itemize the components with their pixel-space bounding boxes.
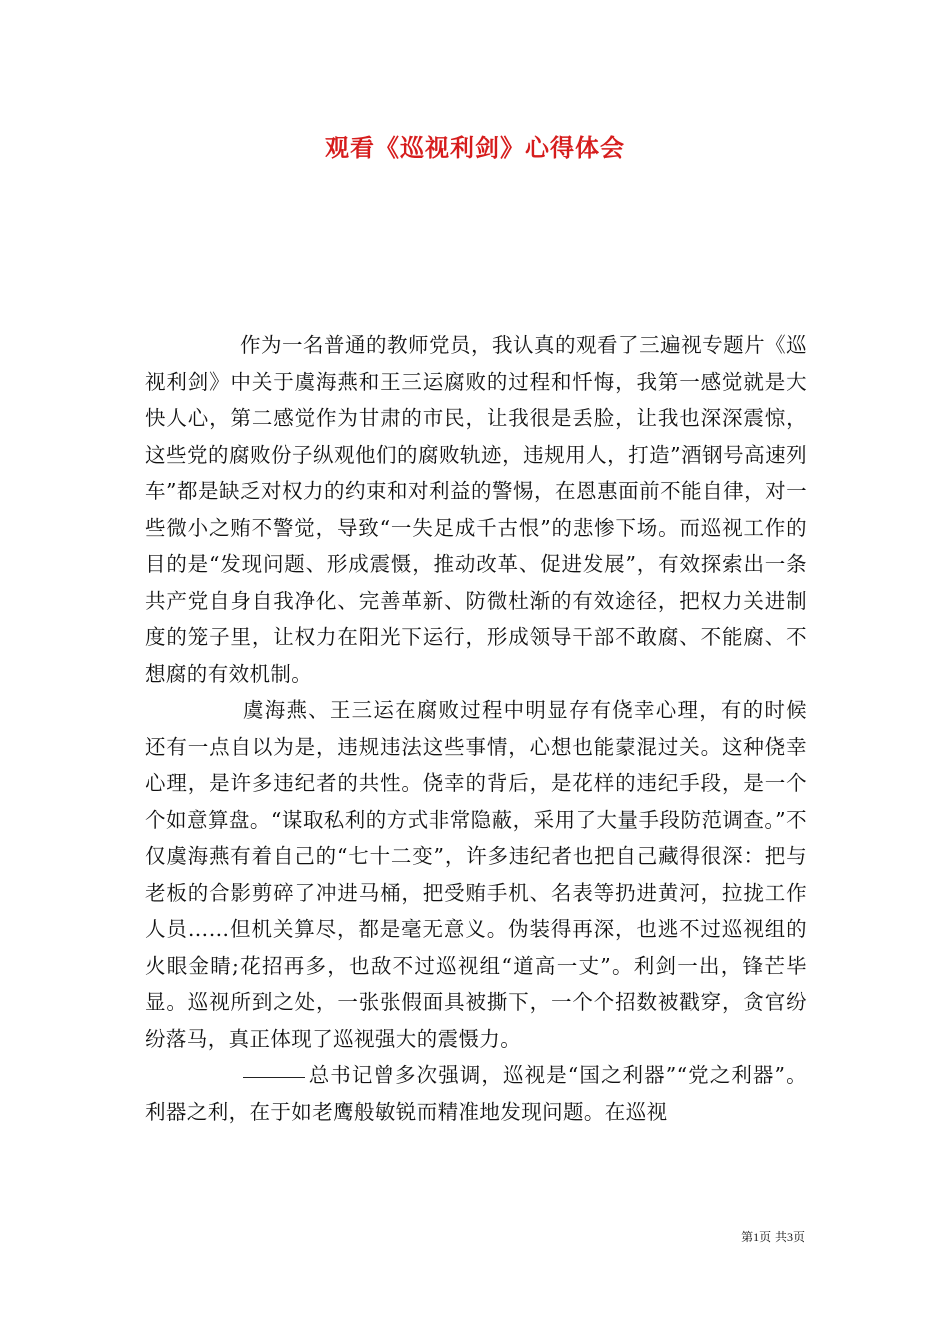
paragraph-2: 虞海燕、王三运在腐败过程中明显存有侥幸心理，有的时候还有一点自以为是，违规违法这些事情，心想也能蒙混过关。这种侥幸心理，是许多违纪者的共性。侥幸的背后，是花样的违纪手段，是一个个如意算盘。“谋取私利的方式非常隐蔽，采用了大量手段防范调查。”不仅虞海燕有着自己的“七十二变”，许多违纪者也把自己藏得很深：把与老板的合影剪碎了冲进马桶，把受贿手机、名表等扔进黄河，拉拢工作人员……但机关算尽，都是毫无意义。伪装得再深，也逃不过巡视组的火眼金睛;花招再多，也敌不过巡视组“道高一丈”。利剑一出，锋芒毕显。巡视所到之处，一张张假面具被撕下，一个个招数被戳穿，贪官纷纷落马，真正体现了巡视强大的震慑力。: [145, 698, 807, 1051]
redacted-blank: [243, 1057, 305, 1079]
paragraph-3-text: 总书记曾多次强调，巡视是“国之利器”“党之利器”。利器之利，在于如老鹰般敏锐而精准地发现问题。在巡视: [145, 1063, 807, 1124]
page-footer: [741, 1229, 805, 1245]
document-title: 观看《巡视利剑》心得体会: [325, 133, 625, 162]
page-label-suffix: 页: [792, 1230, 805, 1244]
page-total: 3: [786, 1230, 793, 1244]
page-label-prefix: 第: [741, 1230, 754, 1244]
paragraph-1: 作为一名普通的教师党员，我认真的观看了三遍视专题片《巡视利剑》中关于虞海燕和王三运腐败的过程和忏悔，我第一感觉就是大快人心，第二感觉作为甘肃的市民，让我很是丢脸，让我也深深震惊，这些党的腐败份子纵观他们的腐败轨迹，违规用人，打造”酒钢号高速列车”都是缺乏对权力的约束和对利益的警惕，在恩惠面前不能自律，对一些微小之贿不警觉，导致“一失足成千古恨”的悲惨下场。而巡视工作的目的是“发现问题、形成震慑，推动改革、促进发展”，有效探索出一条共产党自身自我净化、完善革新、防微杜渐的有效途径，把权力关进制度的笼子里，让权力在阳光下运行，形成领导干部不敢腐、不能腐、不想腐的有效机制。: [145, 333, 807, 686]
document-body: [145, 327, 807, 1130]
paragraph-3: [145, 1057, 807, 1130]
page-label-mid: 页 共: [759, 1230, 787, 1244]
page-current: 1: [753, 1230, 760, 1244]
